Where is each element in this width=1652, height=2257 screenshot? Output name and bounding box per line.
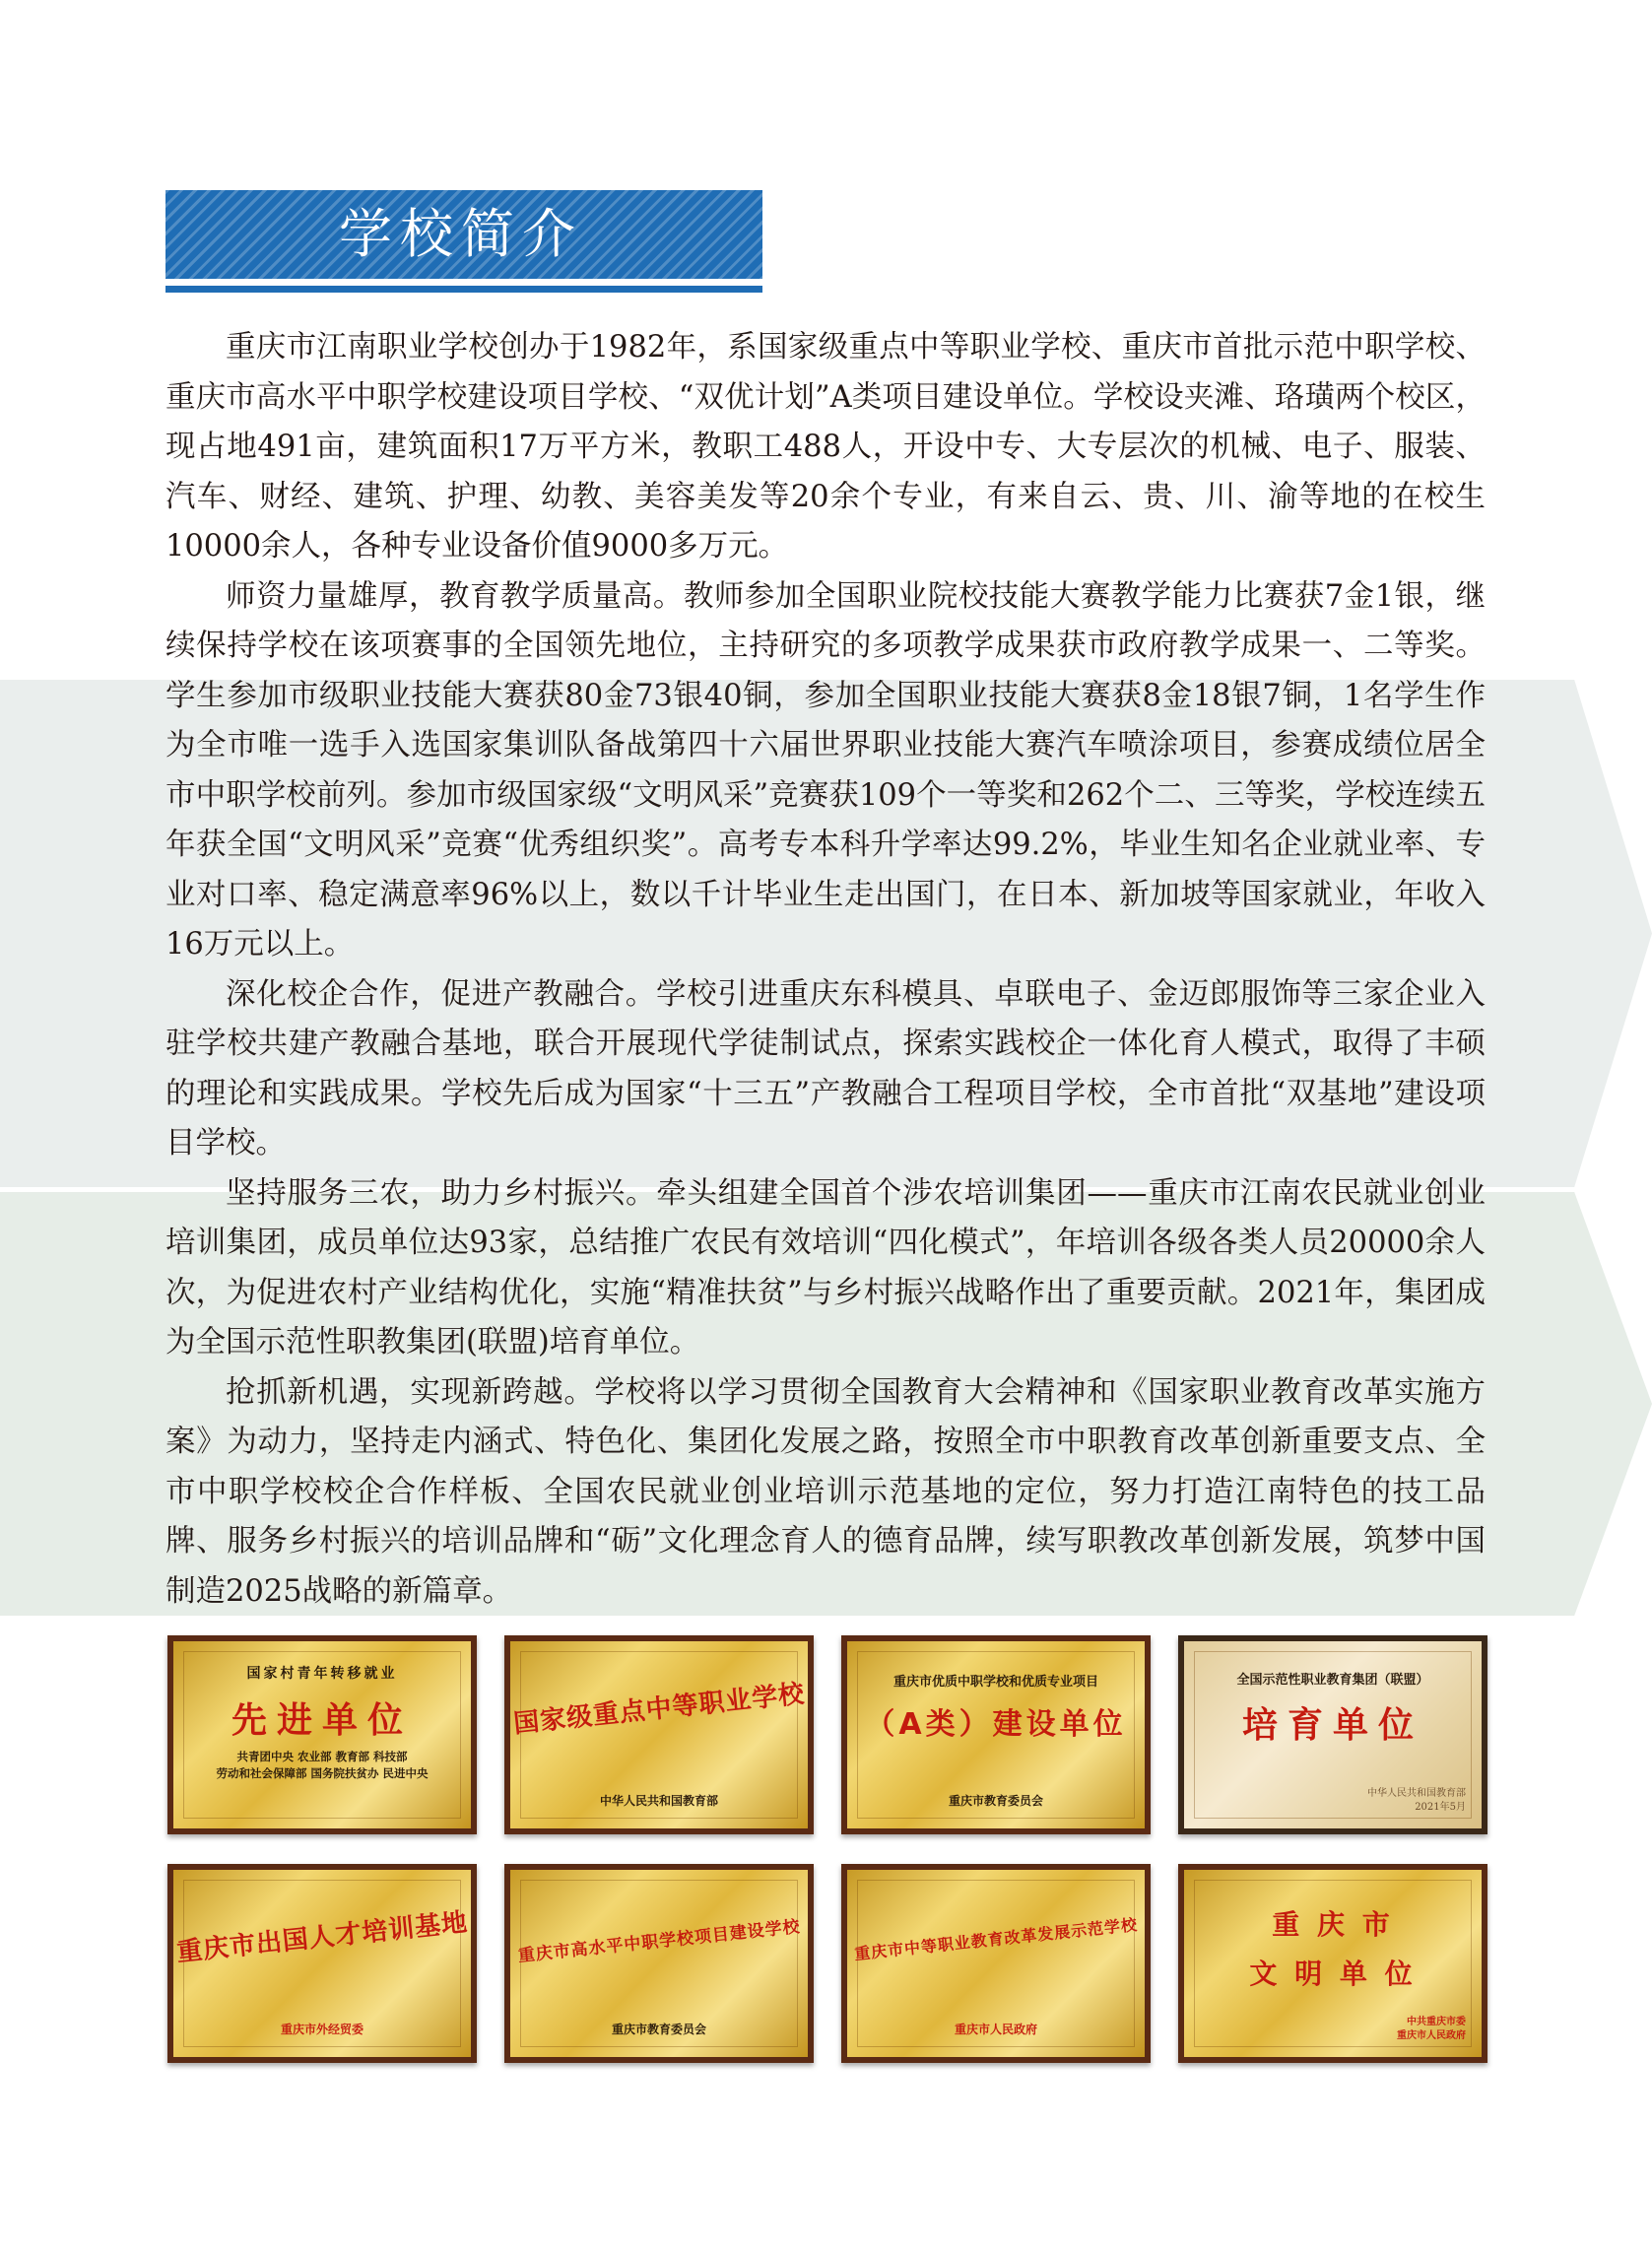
plaque-high-level-project-school [504,1864,814,2063]
plaque-issuer-line: 重庆市人民政府 [1397,2030,1466,2041]
plaque-heading: 全国示范性职业教育集团（联盟） [1236,1673,1429,1688]
plaque-title: 重庆市中等职业教育改革发展示范学校 [853,1914,1139,1964]
plaque-a-class-construction [841,1635,1151,1834]
plaque-cultivation-unit [1178,1635,1487,1834]
plaque-title: （A类）建设单位 [865,1707,1127,1742]
school-intro-article [165,323,1486,1617]
header-underline [165,286,762,293]
plaque-national-key-school [504,1635,814,1834]
plaque-title: 国家级重点中等职业学校 [511,1679,807,1740]
plaque-issuer: 重庆市教育委员会 [611,2023,706,2036]
plaque-issuer: 重庆市外经贸委 [280,2023,363,2036]
plaque-issuer: 重庆市教育委员会 [948,1794,1043,1808]
plaque-issuer: 中华人民共和国教育部 [599,1794,718,1808]
plaque-title: 培育单位 [1241,1705,1423,1746]
plaque-title-line: 重 庆 市 [1272,1908,1394,1941]
plaque-issuer [1367,1787,1466,1815]
plaque-title: 重庆市出国人才培训基地 [174,1907,470,1968]
paragraph: 深化校企合作，促进产教融合。学校引进重庆东科模具、卓联电子、金迈郎服饰等三家企业入驻学校共建产教融合基地，联合开展现代学徒制试点，探索实践校企一体化育人模式，取得了丰硕的理论和实践成果。学校先后成为国家“十三五”产教融合工程项目学校，全市首批“双基地”建设项目学校。 [165,976,1486,1161]
plaque-overseas-talent-training-base [167,1864,477,2063]
plaque-title-line: 文 明 单 位 [1249,1958,1417,1990]
plaque-title: 先进单位 [231,1700,413,1741]
plaque-issuers-line: 劳动和社会保障部 国务院扶贫办 民进中央 [216,1766,429,1780]
plaque-advanced-unit [167,1635,477,1834]
plaque-date: 2021年5月 [1415,1802,1466,1813]
plaque-heading: 重庆市优质中职学校和优质专业项目 [892,1675,1098,1690]
plaque-title: 重庆市高水平中职学校项目建设学校 [517,1916,802,1966]
paragraph: 坚持服务三农，助力乡村振兴。牵头组建全国首个涉农培训集团——重庆市江南农民就业创业培训集团，成员单位达93家，总结推广农民有效培训“四化模式”，年培训各级各类人员20000余人次，为促进农村产业结构优化，实施“精准扶贫”与乡村振兴战略作出了重要贡献。2021年，集团成为全国示范性职教集团(联盟)培育单位。 [165,1175,1486,1360]
plaque-issuer [1397,2016,1466,2043]
plaque-reform-demonstration-school [841,1864,1151,2063]
plaque-issuer-line: 中共重庆市委 [1407,2017,1466,2027]
page-title: 学校简介 [339,203,583,265]
plaque-heading: 国家村青年转移就业 [246,1666,398,1682]
plaque-issuers-line: 共青团中央 农业部 教育部 科技部 [236,1750,408,1763]
plaque-issuer: 重庆市人民政府 [954,2023,1037,2036]
plaque-civilized-unit [1178,1864,1487,2063]
paragraph: 抢抓新机遇，实现新跨越。学校将以学习贯彻全国教育大会精神和《国家职业教育改革实施方案》为动力，坚持走内涵式、特色化、集团化发展之路，按照全市中职教育改革创新重要支点、全市中职学校校企合作样板、全国农民就业创业培训示范基地的定位，努力打造江南特色的技工品牌、服务乡村振兴的培训品牌和“砺”文化理念育人的德育品牌，续写职教改革创新发展，筑梦中国制造2025战略的新篇章。 [165,1374,1486,1609]
plaque-issuer-line: 中华人民共和国教育部 [1367,1788,1466,1799]
paragraph: 师资力量雄厚，教育教学质量高。教师参加全国职业院校技能大赛教学能力比赛获7金1银，继续保持学校在该项赛事的全国领先地位，主持研究的多项教学成果获市政府教学成果一、二等奖。学生参加市级职业技能大赛获80金73银40铜，参加全国职业技能大赛获8金18银7铜，1名学生作为全市唯一选手入选国家集训队备战第四十六届世界职业技能大赛汽车喷涂项目，参赛成绩位居全市中职学校前列。参加市级国家级“文明风采”竞赛获109个一等奖和262个二、三等奖，学校连续五年获全国“文明风采”竞赛“优秀组织奖”。高考专本科升学率达99.2%，毕业生知名企业就业率、专业对口率、稳定满意率96%以上，数以千计毕业生走出国门，在日本、新加坡等国家就业，年收入16万元以上。 [165,578,1486,962]
paragraph: 重庆市江南职业学校创办于1982年，系国家级重点中等职业学校、重庆市首批示范中职学校、重庆市高水平中职学校建设项目学校、“双优计划”A类项目建设单位。学校设夹滩、珞璜两个校区，现占地491亩，建筑面积17万平方米，教职工488人，开设中专、大专层次的机械、电子、服装、汽车、财经、建筑、护理、幼教、美容美发等20余个专业，有来自云、贵、川、渝等地的在校生10000余人，各种专业设备价值9000多万元。 [165,330,1486,564]
